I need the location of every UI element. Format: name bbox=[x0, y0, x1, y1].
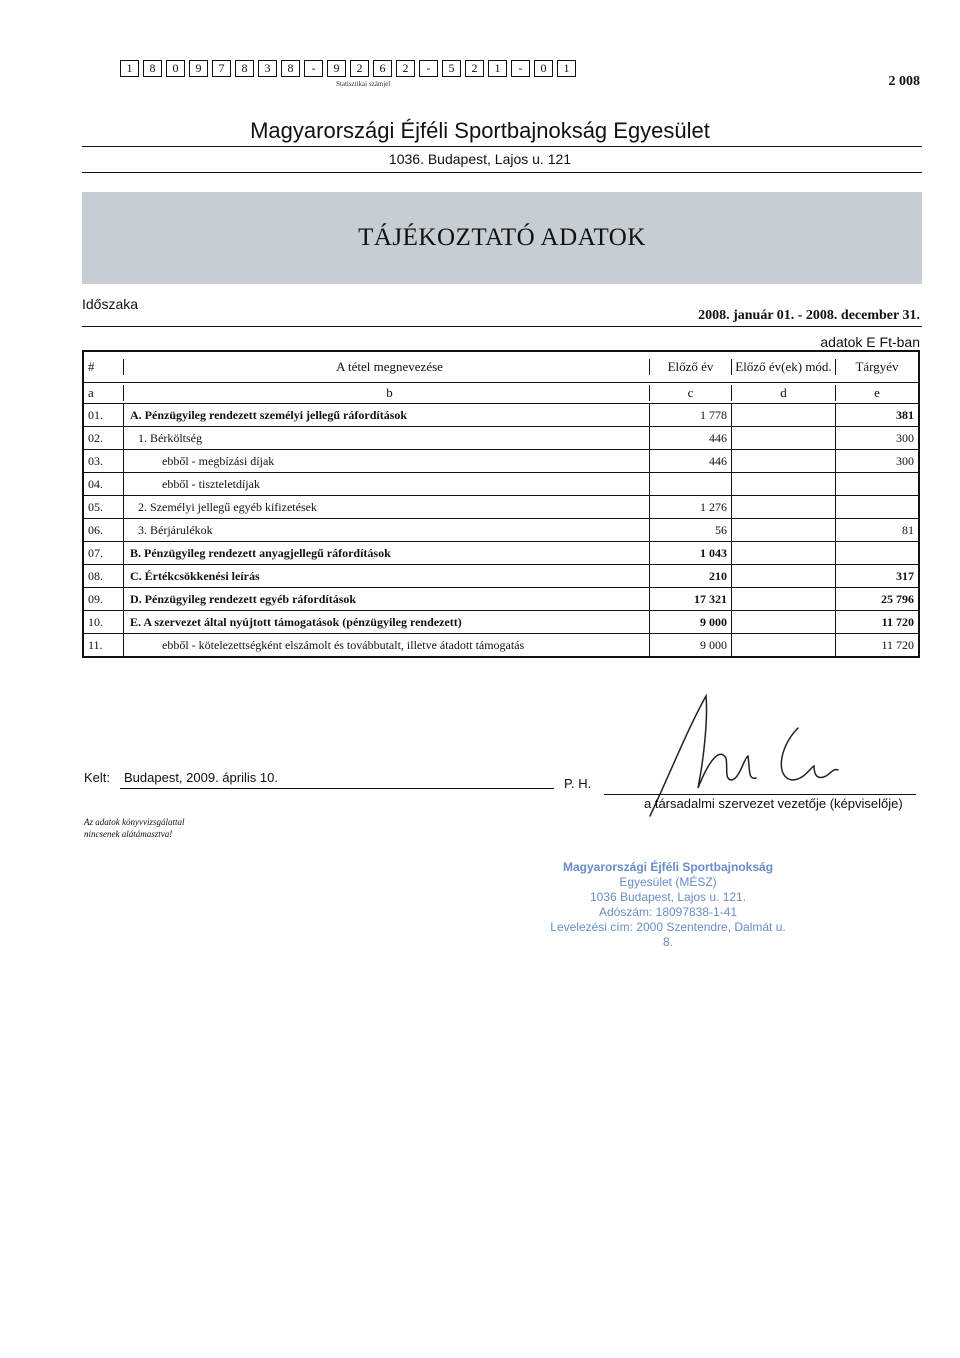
table-row bbox=[84, 496, 918, 519]
row-name: C. Értékcsökkenési leírás bbox=[124, 565, 650, 587]
row-prev: 1 778 bbox=[650, 404, 732, 426]
signature-line bbox=[604, 794, 916, 795]
row-mod bbox=[732, 450, 836, 472]
stat-digit: - bbox=[419, 60, 438, 77]
row-num: 01. bbox=[84, 404, 124, 426]
row-prev: 9 000 bbox=[650, 611, 732, 633]
period-label: Időszaka bbox=[82, 296, 139, 312]
row-mod bbox=[732, 565, 836, 587]
document-title: TÁJÉKOZTATÓ ADATOK bbox=[358, 224, 646, 251]
audit-note: Az adatok könyvvizsgálattal nincsenek alátámasztva! bbox=[84, 817, 185, 839]
row-name: 2. Személyi jellegű egyéb kifizetések bbox=[124, 496, 650, 518]
row-mod bbox=[732, 427, 836, 449]
organization-stamp bbox=[548, 860, 788, 950]
data-table bbox=[82, 350, 920, 658]
stamp-line: Adószám: 18097838-1-41 bbox=[598, 905, 738, 919]
table-row bbox=[84, 542, 918, 565]
row-prev: 17 321 bbox=[650, 588, 732, 610]
row-prev: 9 000 bbox=[650, 634, 732, 656]
col-letter-c: c bbox=[650, 385, 732, 401]
row-num: 05. bbox=[84, 496, 124, 518]
table-header-row bbox=[84, 352, 918, 383]
stat-digit: 0 bbox=[534, 60, 553, 77]
row-curr: 25 796 bbox=[881, 592, 914, 606]
stat-digit: - bbox=[511, 60, 530, 77]
stat-digit: 3 bbox=[258, 60, 277, 77]
seal-placeholder-label: P. H. bbox=[564, 776, 592, 791]
stamp-line: Egyesület (MÉSZ) bbox=[619, 875, 717, 889]
header-current-year: Tárgyév bbox=[855, 359, 899, 374]
divider bbox=[82, 146, 922, 147]
header-prev-year: Előző év bbox=[650, 359, 732, 375]
row-name: B. Pénzügyileg rendezett anyagjellegű ráfordítások bbox=[124, 542, 650, 564]
stat-digit: 1 bbox=[557, 60, 576, 77]
row-curr: 317 bbox=[896, 569, 914, 583]
row-num: 11. bbox=[84, 634, 124, 656]
stamp-line: Levelezési cím: 2000 Szentendre, Dalmát u. 8. bbox=[550, 920, 786, 949]
col-letter-d: d bbox=[732, 385, 836, 401]
row-name: E. A szervezet által nyújtott támogatások (pénzügyileg rendezett) bbox=[124, 611, 650, 633]
header-prev-mod: Előző év(ek) mód. bbox=[732, 359, 836, 375]
divider bbox=[82, 172, 922, 173]
row-prev bbox=[650, 473, 732, 495]
row-prev: 56 bbox=[650, 519, 732, 541]
stat-number-boxes bbox=[120, 60, 580, 77]
signature-caption: a társadalmi szervezet vezetője (képviselője) bbox=[644, 796, 903, 811]
stamp-line: Magyarországi Éjféli Sportbajnokság bbox=[562, 860, 774, 874]
row-name: 1. Bérköltség bbox=[124, 427, 650, 449]
row-prev: 446 bbox=[650, 427, 732, 449]
stat-digit: 2 bbox=[350, 60, 369, 77]
row-prev: 1 276 bbox=[650, 496, 732, 518]
row-name: ebből - kötelezettségként elszámolt és továbbutalt, illetve átadott támogatás bbox=[124, 634, 650, 656]
table-row bbox=[84, 450, 918, 473]
report-year: 2 008 bbox=[888, 74, 920, 89]
stat-digit: - bbox=[304, 60, 323, 77]
stamp-line: 1036 Budapest, Lajos u. 121. bbox=[589, 890, 747, 904]
row-name: ebből - tiszteletdíjak bbox=[124, 473, 650, 495]
stat-number-label: Statisztikai számjel bbox=[336, 80, 391, 88]
unit-note: adatok E Ft-ban bbox=[820, 334, 920, 350]
stat-digit: 8 bbox=[235, 60, 254, 77]
table-row bbox=[84, 519, 918, 542]
period-value: 2008. január 01. - 2008. december 31. bbox=[698, 308, 920, 323]
row-mod bbox=[732, 542, 836, 564]
row-num: 02. bbox=[84, 427, 124, 449]
row-name: D. Pénzügyileg rendezett egyéb ráfordítások bbox=[124, 588, 650, 610]
row-num: 07. bbox=[84, 542, 124, 564]
date-underline bbox=[120, 788, 554, 789]
date-label: Kelt: bbox=[84, 770, 111, 785]
row-mod bbox=[732, 588, 836, 610]
organization-name: Magyarországi Éjféli Sportbajnokság Egyesület bbox=[250, 118, 710, 143]
row-prev: 210 bbox=[650, 565, 732, 587]
row-curr bbox=[836, 473, 918, 495]
row-curr: 300 bbox=[896, 431, 914, 445]
row-curr: 81 bbox=[902, 523, 914, 537]
row-mod bbox=[732, 473, 836, 495]
signature-stroke bbox=[781, 728, 838, 780]
divider bbox=[82, 326, 922, 327]
col-letter-b: b bbox=[124, 385, 650, 401]
row-mod bbox=[732, 634, 836, 656]
title-banner bbox=[82, 192, 922, 284]
organization-address: 1036. Budapest, Lajos u. 121 bbox=[388, 151, 572, 167]
row-mod bbox=[732, 611, 836, 633]
stat-digit: 9 bbox=[189, 60, 208, 77]
table-letter-row bbox=[84, 383, 918, 404]
row-name: A. Pénzügyileg rendezett személyi jellegű ráfordítások bbox=[124, 404, 650, 426]
stat-digit: 1 bbox=[488, 60, 507, 77]
row-prev: 1 043 bbox=[650, 542, 732, 564]
table-row bbox=[84, 404, 918, 427]
row-num: 04. bbox=[84, 473, 124, 495]
row-num: 08. bbox=[84, 565, 124, 587]
row-num: 09. bbox=[84, 588, 124, 610]
table-row bbox=[84, 427, 918, 450]
row-curr: 300 bbox=[896, 454, 914, 468]
table-row bbox=[84, 611, 918, 634]
row-curr: 11 720 bbox=[881, 615, 914, 629]
row-curr: 11 720 bbox=[881, 638, 914, 652]
row-mod bbox=[732, 404, 836, 426]
row-num: 03. bbox=[84, 450, 124, 472]
row-curr: 381 bbox=[896, 408, 914, 422]
row-curr bbox=[836, 496, 918, 518]
stat-digit: 8 bbox=[143, 60, 162, 77]
row-num: 10. bbox=[84, 611, 124, 633]
col-letter-e: e bbox=[874, 385, 880, 400]
stat-digit: 8 bbox=[281, 60, 300, 77]
stat-digit: 7 bbox=[212, 60, 231, 77]
table-row bbox=[84, 565, 918, 588]
stat-digit: 2 bbox=[465, 60, 484, 77]
stat-digit: 6 bbox=[373, 60, 392, 77]
row-curr bbox=[836, 542, 918, 564]
table-row bbox=[84, 473, 918, 496]
stat-digit: 9 bbox=[327, 60, 346, 77]
row-mod bbox=[732, 519, 836, 541]
stat-digit: 5 bbox=[442, 60, 461, 77]
header-name: A tétel megnevezése bbox=[124, 359, 650, 375]
stat-digit: 1 bbox=[120, 60, 139, 77]
table-row bbox=[84, 634, 918, 656]
header-num: # bbox=[84, 359, 124, 375]
row-prev: 446 bbox=[650, 450, 732, 472]
table-row bbox=[84, 588, 918, 611]
stat-digit: 2 bbox=[396, 60, 415, 77]
row-mod bbox=[732, 496, 836, 518]
stat-digit: 0 bbox=[166, 60, 185, 77]
row-name: ebből - megbízási díjak bbox=[124, 450, 650, 472]
row-num: 06. bbox=[84, 519, 124, 541]
row-name: 3. Bérjárulékok bbox=[124, 519, 650, 541]
col-letter-a: a bbox=[84, 385, 124, 401]
date-value: Budapest, 2009. április 10. bbox=[124, 770, 278, 785]
